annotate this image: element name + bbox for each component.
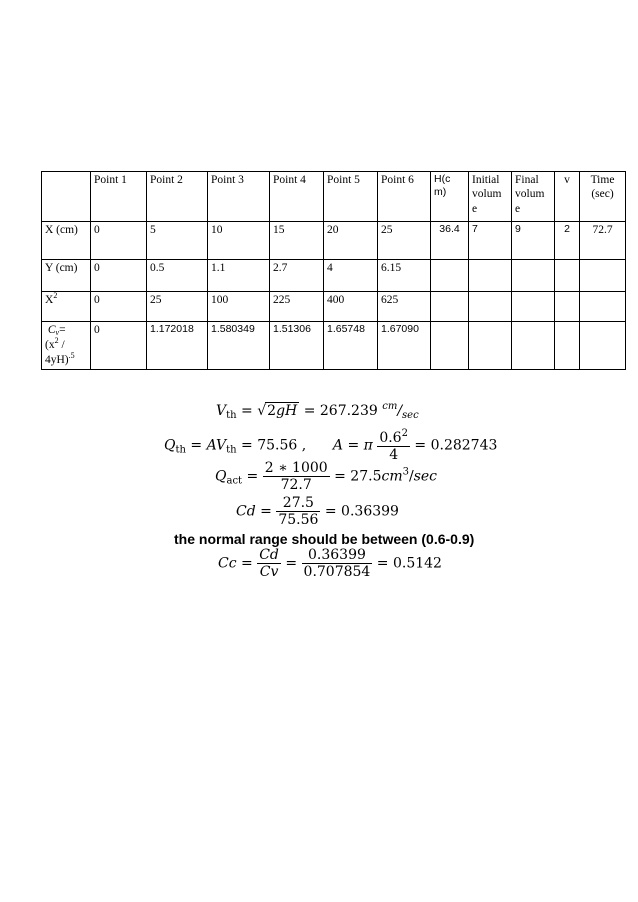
- table-cell: 225: [270, 292, 324, 322]
- equation-qth-area: $Q_{th} = AV_{th} = 75.56$ , A = π $\frac{0.6^2}{4}$ = 0.282743: [164, 428, 498, 464]
- h-value: 36.4: [431, 222, 469, 260]
- row-label: X (cm): [42, 222, 91, 260]
- header-cell: Point 6: [378, 172, 431, 222]
- table-cell: 6.15: [378, 260, 431, 292]
- equation-vth: $V_{th} = √2gH = 267.239$ $^{cm}/_{sec}$: [216, 401, 419, 421]
- row-label: Cv= ($x^2$ / 4yH)$^{.5}$: [42, 322, 91, 370]
- measurement-table: [41, 171, 626, 370]
- header-cell: Time (sec): [580, 172, 626, 222]
- table-cell: 400: [324, 292, 378, 322]
- table-cell: 0: [91, 322, 147, 370]
- table-cell: 0: [91, 222, 147, 260]
- row-label: Y (cm): [42, 260, 91, 292]
- header-cell: Point 4: [270, 172, 324, 222]
- equation-cd: Cd = $\frac{27.5}{75.56}$ = 0.36399: [236, 495, 399, 529]
- header-cell: Point 1: [91, 172, 147, 222]
- table-cell: 1.172018: [147, 322, 208, 370]
- header-cell: Final volum e: [512, 172, 555, 222]
- row-label: $X^2$: [42, 292, 91, 322]
- normal-range-note: the normal range should be between (0.6-0.9): [174, 531, 475, 547]
- time-value: 72.7: [580, 222, 626, 260]
- header-cell: Initial volum e: [469, 172, 512, 222]
- table-cell: 0: [91, 292, 147, 322]
- table-row-x: [42, 222, 626, 260]
- table-cell: 1.67090: [378, 322, 431, 370]
- table-cell: 100: [208, 292, 270, 322]
- table-cell: 5: [147, 222, 208, 260]
- table-cell: 25: [378, 222, 431, 260]
- table-cell: 4: [324, 260, 378, 292]
- table-header-row: [42, 172, 626, 222]
- header-cell: v: [555, 172, 580, 222]
- equation-qact: $Q_{act}$ = $\frac{2 ∗ 1000}{72.7}$ = $27.5cm^3/\sec$: [215, 460, 438, 494]
- table-row-cv: [42, 322, 626, 370]
- table-cell: 10: [208, 222, 270, 260]
- header-cell: H(c m): [431, 172, 469, 222]
- header-cell: [42, 172, 91, 222]
- table-cell: 1.580349: [208, 322, 270, 370]
- header-cell: Point 5: [324, 172, 378, 222]
- table-row-x2: [42, 292, 626, 322]
- header-cell: Point 3: [208, 172, 270, 222]
- table-cell: 0: [91, 260, 147, 292]
- table-cell: 25: [147, 292, 208, 322]
- equation-cc: Cc = $\frac{Cd}{Cv}$ = $\frac{0.36399}{0.707854}$ = 0.5142: [218, 547, 442, 581]
- header-cell: Point 2: [147, 172, 208, 222]
- table-cell: 1.65748: [324, 322, 378, 370]
- initial-volume-value: 7: [469, 222, 512, 260]
- table-cell: 1.1: [208, 260, 270, 292]
- table-cell: 20: [324, 222, 378, 260]
- table-row-y: [42, 260, 626, 292]
- table-cell: 1.51306: [270, 322, 324, 370]
- final-volume-value: 9: [512, 222, 555, 260]
- table-cell: 0.5: [147, 260, 208, 292]
- table-cell: 2.7: [270, 260, 324, 292]
- table-cell: 625: [378, 292, 431, 322]
- table-cell: 15: [270, 222, 324, 260]
- v-value: 2: [555, 222, 580, 260]
